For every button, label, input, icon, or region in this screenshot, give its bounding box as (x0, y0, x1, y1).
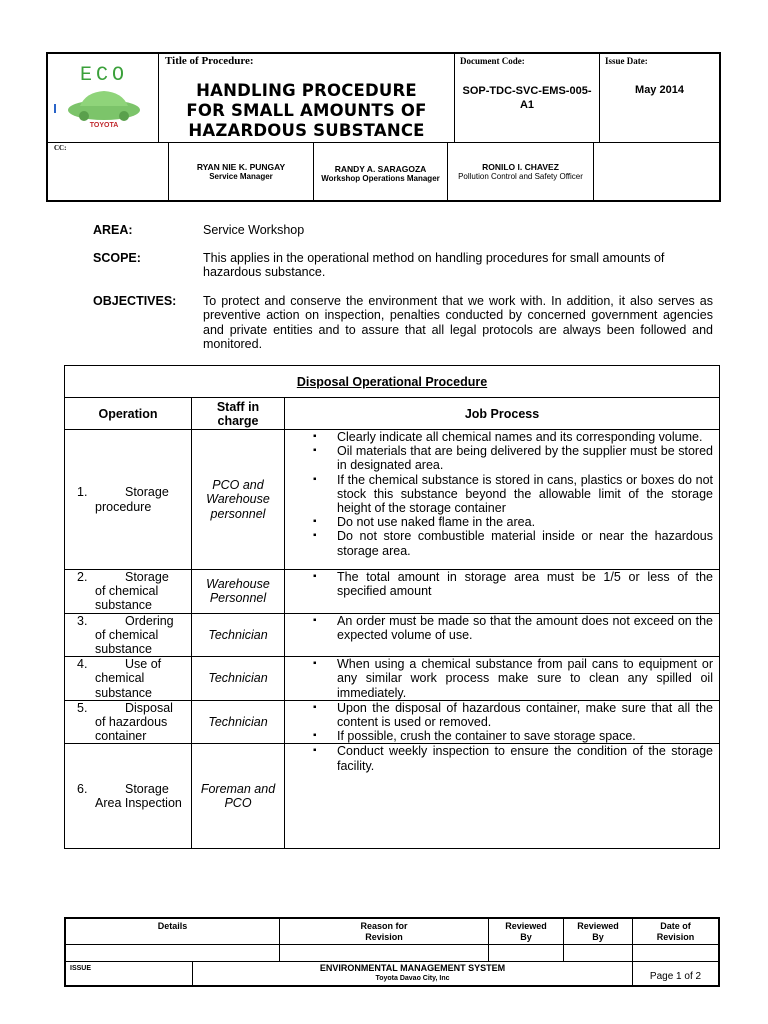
area-value: Service Workshop (203, 223, 305, 237)
list-item: ▪ Do not store combustible material inside or near the hazardous storage area. (337, 529, 713, 557)
logo-text: ECO (79, 64, 128, 87)
col-date: Date of Revision (656, 921, 695, 942)
objectives-label: OBJECTIVES: (93, 294, 177, 308)
eco-logo (54, 58, 154, 138)
car-icon (64, 86, 144, 122)
col-reviewed-2: Reviewed By (577, 921, 619, 942)
issue-date-label: Issue Date: (605, 56, 648, 66)
objectives-value: To protect and conserve the environment that we work with. In addition, it also serves as preventive action on inspection, penalties conducted by concerned government agencies and private entities and to assure that all legal protocols are always been followed and monitored. (203, 294, 713, 351)
list-item: ▪ Upon the disposal of hazardous container, make sure that all the content is used or removed. (337, 701, 713, 729)
doc-code-label: Document Code: (460, 56, 525, 66)
area-label: AREA: (93, 223, 133, 237)
col-reviewed-1: Reviewed By (505, 921, 547, 942)
signatory-3: RONILO I. CHAVEZ Pollution Control and Safety Officer (458, 162, 583, 181)
brand-text: TOYOTA (89, 122, 119, 129)
list-item: ▪ Oil materials that are being delivered by the supplier must be stored in designated area. (337, 444, 713, 472)
list-item: ▪ The total amount in storage area must be 1/5 or less of the specified amount (337, 570, 713, 598)
table-row: 3. Ordering of chemical substance Technician ▪ An order must be made so that the amount does not exceed on the expected volume of use. (65, 613, 720, 657)
list-item: ▪ If the chemical substance is stored in cans, plastics or boxes do not stock this substance beyond the allowable limit of the storage height of the storage container (337, 473, 713, 516)
list-item: ▪ Conduct weekly inspection to ensure the condition of the storage facility. (337, 744, 713, 772)
issue-label: ISSUE (70, 965, 92, 972)
table-row: 2. Storage of chemical substance Warehouse Personnel ▪ The total amount in storage area must be 1/5 or less of the specified amount (65, 570, 720, 614)
page-number: Page 1 of 2 (649, 971, 702, 982)
col-details: Details (157, 921, 188, 931)
procedure-table (64, 365, 720, 849)
revision-footer (64, 917, 720, 987)
issue-date: May 2014 (635, 84, 684, 96)
document-header (46, 52, 721, 202)
signatory-1: RYAN NIE K. PUNGAY Service Manager (196, 162, 286, 181)
signatory-2: RANDY A. SARAGOZA Workshop Operations Manager (321, 164, 440, 183)
list-item: ▪ Clearly indicate all chemical names and its corresponding volume. (337, 430, 713, 444)
table-row: 5. Disposal of hazardous container Technician ▪ Upon the disposal of hazardous container, make sure that all the content is used or removed. ▪ If possible, crush the container to save storage space. (65, 700, 720, 744)
doc-code: SOP-TDC-SVC-EMS-005- A1 (462, 85, 592, 111)
col-operation: Operation (65, 398, 192, 430)
title-label: Title of Procedure: (165, 55, 254, 67)
list-item: ▪ If possible, crush the container to save storage space. (337, 729, 713, 743)
scope-label: SCOPE: (93, 251, 141, 265)
table-row: 1. Storage procedure PCO and Warehouse personnel ▪ Clearly indicate all chemical names and its corresponding volume. ▪ Oil materials that are being delivered by the supplier must be stored in designated area. ▪ If the chemical substance is stored in cans, plastics or boxes do not stock this substance beyond the allowable limit of the storage height of the storage container ▪ Do not use naked flame in the area. ▪ Do not store combustible material inside or near the hazardous storage area. (65, 430, 720, 570)
col-reason: Reason for Revision (360, 921, 408, 942)
cc-label: CC: (54, 144, 67, 152)
system-title: ENVIRONMENTAL MANAGEMENT SYSTEM Toyota Davao City, Inc (319, 963, 506, 982)
col-staff: Staff in charge (192, 398, 285, 430)
list-item: ▪ When using a chemical substance from pail cans to equipment or any similar work process make sure to clean any spilled oil immediately. (337, 657, 713, 700)
list-item: ▪ Do not use naked flame in the area. (337, 515, 713, 529)
table-title: Disposal Operational Procedure (65, 366, 720, 398)
scope-value: This applies in the operational method on handling procedures for small amounts of hazardous substance. (203, 251, 665, 280)
procedure-title: HANDLING PROCEDURE FOR SMALL AMOUNTS OF HAZARDOUS SUBSTANCE (186, 81, 427, 140)
list-item: ▪ An order must be made so that the amount does not exceed on the expected volume of use. (337, 614, 713, 642)
col-job-process: Job Process (285, 398, 720, 430)
table-row: 6. Storage Area Inspection Foreman and PCO ▪ Conduct weekly inspection to ensure the condition of the storage facility. (65, 744, 720, 849)
table-row: 4. Use of chemical substance Technician ▪ When using a chemical substance from pail cans to equipment or any similar work process make sure to clean any spilled oil immediately. (65, 657, 720, 701)
